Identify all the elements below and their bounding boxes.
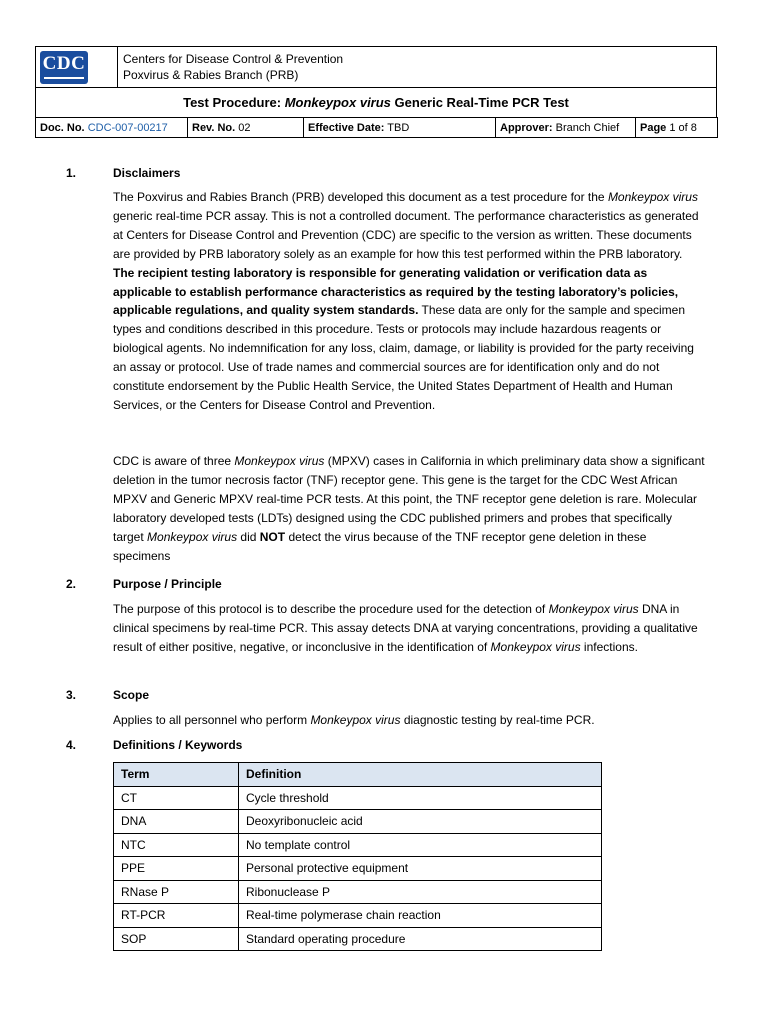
definition-cell: Standard operating procedure bbox=[239, 927, 602, 951]
definitions-table bbox=[113, 762, 602, 951]
document-meta bbox=[35, 117, 718, 138]
logo-swoosh bbox=[44, 77, 84, 79]
term-cell: PPE bbox=[114, 857, 239, 881]
table-row bbox=[114, 927, 602, 951]
table-row bbox=[114, 810, 602, 834]
table-row bbox=[114, 904, 602, 928]
org-name: Centers for Disease Control & Prevention bbox=[123, 52, 344, 66]
effective-date: Effective Date: TBD bbox=[304, 118, 496, 138]
term-cell: CT bbox=[114, 786, 239, 810]
table-row bbox=[114, 786, 602, 810]
column-header-definition: Definition bbox=[239, 763, 602, 787]
term-cell: RNase P bbox=[114, 880, 239, 904]
term-cell: NTC bbox=[114, 833, 239, 857]
cdc-logo-text: CDC bbox=[42, 53, 86, 74]
definition-cell: Cycle threshold bbox=[239, 786, 602, 810]
cdc-logo bbox=[40, 51, 88, 84]
table-row bbox=[114, 857, 602, 881]
document-header bbox=[35, 46, 717, 118]
table-row bbox=[114, 880, 602, 904]
definition-cell: Real-time polymerase chain reaction bbox=[239, 904, 602, 928]
purpose-paragraph: The purpose of this protocol is to describe the procedure used for the detection of Monkeypox virus DNA in clinical specimens by real-time PCR. This assay detects DNA at varying concentrations, providing a qualitative result of either positive, negative, or inconclusive in the identification of Monkeypox virus infections. bbox=[113, 602, 698, 654]
definition-cell: Personal protective equipment bbox=[239, 857, 602, 881]
column-header-term: Term bbox=[114, 763, 239, 787]
table-header-row bbox=[114, 763, 602, 787]
definition-cell: Ribonuclease P bbox=[239, 880, 602, 904]
term-cell: RT-PCR bbox=[114, 904, 239, 928]
definition-cell: Deoxyribonucleic acid bbox=[239, 810, 602, 834]
organization-cell bbox=[118, 47, 717, 88]
notice-paragraph: CDC is aware of three Monkeypox virus (MPXV) cases in California in which preliminary data show a significant deletion in the tumor necrosis factor (TNF) receptor gene. This gene is the target for the CDC West African MPXV and Generic MPXV real-time PCR tests. At this point, the TNF receptor gene deletion is rare. Molecular laboratory developed tests (LDTs) designed using the CDC published primers and probes that specifically target Monkeypox virus did NOT detect the virus because of the TNF receptor gene deletion in these specimens bbox=[113, 454, 705, 563]
term-cell: SOP bbox=[114, 927, 239, 951]
term-cell: DNA bbox=[114, 810, 239, 834]
document-title: Test Procedure: Monkeypox virus Generic Real-Time PCR Test bbox=[36, 88, 717, 118]
branch-name: Poxvirus & Rabies Branch (PRB) bbox=[123, 68, 299, 82]
scope-paragraph: Applies to all personnel who perform Monkeypox virus diagnostic testing by real-time PCR. bbox=[113, 713, 595, 727]
definition-cell: No template control bbox=[239, 833, 602, 857]
page-number: Page 1 of 8 bbox=[636, 118, 718, 138]
doc-number: Doc. No. CDC-007-00217 bbox=[36, 118, 188, 138]
table-row bbox=[114, 833, 602, 857]
revision-number: Rev. No. 02 bbox=[188, 118, 304, 138]
logo-cell bbox=[36, 47, 118, 88]
disclaimer-paragraph: The Poxvirus and Rabies Branch (PRB) developed this document as a test procedure for the Monkeypox virus generic real-time PCR assay. This is not a controlled document. The performance characteristics as generated at Centers for Disease Control and Prevention (CDC) are specific to the version as written. These documents are provided by PRB laboratory solely as an example for how this test performed within the PRB laboratory. The recipient testing laboratory is responsible for generating validation or verification data as applicable to establish performance characteristics as required by the testing laboratory’s policies, applicable regulations, and quality system standards. These data are only for the sample and specimen types and conditions described in this procedure. Tests or protocols may include hazardous reagents or biological agents. No indemnification for any loss, claim, damage, or liability is provided for the party receiving an assay or protocol. Use of trade names and commercial sources are for identification only and do not constitute endorsement by the Public Health Service, the United States Department of Health and Human Services, or the Centers for Disease Control and Prevention. bbox=[113, 190, 699, 412]
approver: Approver: Branch Chief bbox=[496, 118, 636, 138]
